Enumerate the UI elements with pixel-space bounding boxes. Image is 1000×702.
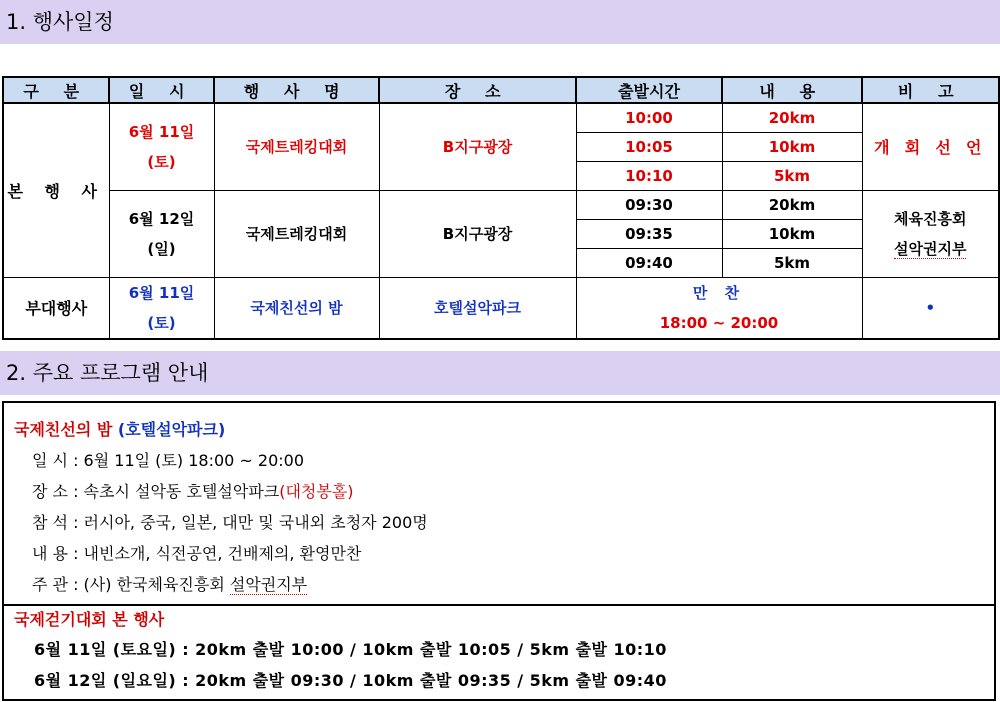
section-2-header [0, 351, 1000, 395]
header-start-time: 출발시간 [576, 77, 722, 103]
night-attend-line: 참 석 : 러시아, 중국, 일본, 대만 및 국내외 초청자 200명 [32, 513, 428, 532]
walk-title: 국제걷기대회 본 행사 [14, 610, 165, 629]
day2-time-1: 09:30 [576, 190, 722, 219]
category-main: 본 행 사 [3, 103, 109, 277]
day2-date-line2: (일) [147, 239, 176, 258]
table-header-row [3, 77, 999, 103]
category-side: 부대행사 [3, 277, 109, 339]
night-host-line [4, 569, 994, 600]
side-date [109, 277, 214, 339]
header-category: 구 분 [3, 77, 109, 103]
section-1-title: 1. 행사일정 [6, 10, 114, 34]
day2-note-line2 [863, 234, 999, 264]
day2-time-3: 09:40 [576, 248, 722, 277]
day1-note: 개 회 선 언 [862, 103, 999, 190]
header-content: 내 용 [722, 77, 862, 103]
night-title-red: 국제친선의 밤 [14, 420, 113, 439]
side-content-line2: 18:00 ~ 20:00 [659, 313, 779, 332]
night-title [4, 415, 994, 445]
table-row [3, 277, 999, 339]
night-host-prefix: 주 관 : (사) 한국체육진흥회 [32, 575, 225, 594]
day1-distance-2: 10km [722, 132, 862, 161]
side-date-line1: 6월 11일 [128, 283, 195, 302]
section-1-header [0, 0, 1000, 44]
day1-time-3: 10:10 [576, 161, 722, 190]
day2-distance-3: 5km [722, 248, 862, 277]
side-content-line1: 만 찬 [692, 283, 746, 302]
day2-event-name: 국제트레킹대회 [214, 190, 379, 277]
side-date-line2: (토) [147, 313, 176, 332]
night-date-line: 일 시 : 6월 11일 (토) 18:00 ~ 20:00 [32, 451, 305, 470]
day2-date-line1: 6월 12일 [128, 209, 195, 228]
day2-date [109, 190, 214, 277]
day1-date-line2: (토) [147, 152, 176, 171]
night-host-suffix: 설악권지부 [229, 575, 308, 594]
day2-place: B지구광장 [379, 190, 576, 277]
day1-event-name: 국제트레킹대회 [214, 103, 379, 190]
day2-distance-2: 10km [722, 219, 862, 248]
side-note: • [862, 277, 999, 339]
day2-note-line1: 체육진흥회 [894, 209, 967, 228]
day2-distance-1: 20km [722, 190, 862, 219]
day1-distance-3: 5km [722, 161, 862, 190]
header-place: 장 소 [379, 77, 576, 103]
section-2-title: 2. 주요 프로그램 안내 [6, 361, 209, 385]
day1-time-2: 10:05 [576, 132, 722, 161]
day1-distance-1: 20km [722, 103, 862, 132]
walk-line-day2: 6월 12일 (일요일) : 20km 출발 09:30 / 10km 출발 09:35 / 5km 출발 09:40 [34, 671, 667, 690]
day2-note [862, 190, 999, 277]
day2-note-line2-text: 설악권지부 [894, 239, 967, 258]
day2-time-2: 09:35 [576, 219, 722, 248]
day1-date-line1: 6월 11일 [128, 122, 195, 141]
night-place-prefix: 장 소 : 속초시 설악동 호텔설악파크 [32, 482, 280, 501]
night-content-line: 내 용 : 내빈소개, 식전공연, 건배제의, 환영만찬 [32, 544, 362, 563]
side-content [576, 277, 862, 339]
side-event-name: 국제친선의 밤 [214, 277, 379, 339]
night-place-hall: (대청봉홀) [279, 482, 354, 501]
header-note: 비 고 [862, 77, 999, 103]
day1-place: B지구광장 [379, 103, 576, 190]
schedule-table [2, 76, 1000, 340]
header-date: 일 시 [109, 77, 214, 103]
header-event-name: 행 사 명 [214, 77, 379, 103]
night-title-blue: (호텔설악파크) [117, 420, 226, 439]
table-row [3, 190, 999, 219]
day1-time-1: 10:00 [576, 103, 722, 132]
walk-line-day1: 6월 11일 (토요일) : 20km 출발 10:00 / 10km 출발 10:05 / 5km 출발 10:10 [34, 640, 667, 659]
side-place: 호텔설악파크 [379, 277, 576, 339]
night-place-line [4, 476, 994, 507]
table-row [3, 103, 999, 132]
day1-date [109, 103, 214, 190]
program-box [2, 401, 996, 701]
